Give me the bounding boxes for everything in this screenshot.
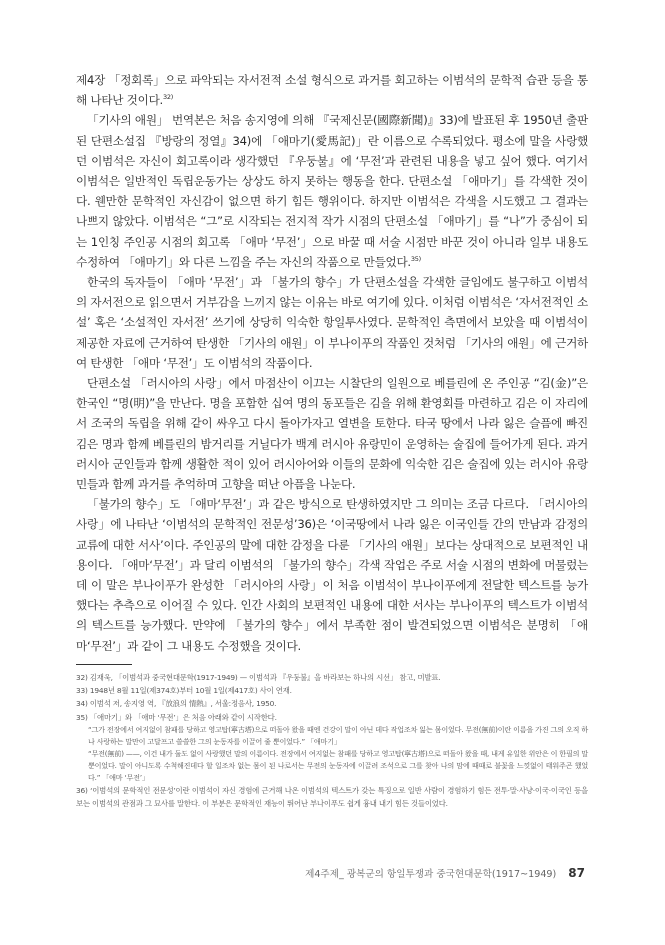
body-paragraph: [76, 110, 588, 272]
paragraph-text: 한국의 독자들이 「애마 ‘무전’」과 「불가의 향수」가 단편소설을 각색한 글임에도 불구하고 이범석의 자서전으로 읽으면서 거부감을 느끼지 않는 이유는 바로 여기에 있다. 이처럼 이범석은 ‘자서전적인 소설’ 혹은 ‘소설적인 자서전’ 쓰기에 상당히 익숙한 항일투사였다. 문학적인 측면에서 보았을 때 이범석이 제공한 자료에 근거하여 탄생한 「기사의 애원」이 부나이푸의 작품인 것처럼 「기사의 애원」에 근거하여 탄생한 「애마 ‘무전’」도 이범석의 작품이다.: [76, 275, 588, 370]
footnote-marker[interactable]: 35): [410, 254, 421, 263]
body-paragraph: [76, 494, 588, 656]
body-paragraph: [76, 373, 588, 494]
footnote-marker[interactable]: 32): [162, 93, 174, 102]
body-text: [76, 70, 588, 656]
page-content: [76, 70, 588, 810]
footnotes: [76, 671, 588, 810]
paragraph-text: 「불가의 향수」도 「애마‘무전’」과 같은 방식으로 탄생하였지만 그 의미는 조금 다르다. 「러시아의 사랑」에 나타난 ‘이범석의 문학적인 전문성’36)은 ‘이국땅에서 나라 잃은 이국인들 간의 만남과 감정의 교류에 대한 서사’이다. 주인공의 말에 대한 감정을 다룬 「기사의 애원」보다는 상대적으로 보편적인 내용이다. 「애마‘무전’」과 달리 이범석의 「불가의 향수」각색 작업은 주로 서술 시점의 변화에 머물렀는데 이 말은 부나이푸가 완성한 「러시아의 사랑」이 처음 이범석이 부나이푸에게 전달한 텍스트를 능가했다는 추측으로 이어질 수 있다. 인간 사회의 보편적인 내용에 대한 서사는 부나이푸의 텍스트가 이범석의 텍스트를 능가했다. 만약에 「불가의 향수」에서 부족한 점이 발견되었으면 이범석은 분명히 「애마‘무전’」과 같이 그 내용도 수정했을 것이다.: [76, 497, 588, 653]
footnote-quote: “그가 전장에서 여지없이 참패를 당하고 영고탑(寧古塔)으로 떠돌아 왔을 때엔 건강이 말이 아닌 데다 작업조차 잃는 몸이었다. 무전(無前)이란 이름을 가진 그의 오직 하나 사랑하는 말만이 고달프고 쓸쓸한 그의 눈동자를 이끌어 줄 뿐이었다.” 「애마기」: [88, 724, 588, 746]
body-paragraph: [76, 70, 588, 110]
body-paragraph: [76, 272, 588, 373]
footnote: 36) ‘이범석의 문학적인 전문성’이란 이범석이 자신 경험에 근거해 나온 이범석의 텍스트가 갖는 특징으로 일반 사람이 경험하기 힘든 전투·말·사냥·이국·이국인 등을 보는 이범석의 관점과 그 묘사를 말한다. 이 부분은 문학적인 재능이 뛰어난 부나이푸도 쉽게 흉내 내기 힘든 것들이었다.: [76, 785, 588, 808]
paragraph-text: 제4장 「정회록」으로 파악되는 자서전적 소설 형식으로 과거를 회고하는 이범석의 문학적 습관 등을 통해 나타난 것이다.: [76, 73, 588, 108]
footnote: 32) 김재욱, 「이범석과 중국현대문학(1917-1949) — 이범석과 『우둥불』을 바라보는 하나의 시선」 참고, 미발표.: [76, 672, 441, 682]
running-title: 제4주제_ 광복군의 항일투쟁과 중국현대문학(1917~1949): [305, 869, 557, 880]
footnote: 35) 「애마기」와 「애마 ‘무전’」은 처음 아래와 같이 시작한다.: [76, 712, 277, 722]
paragraph-text: 단편소설 「러시아의 사랑」에서 마점산이 이끄는 시찰단의 일원으로 베를린에 온 주인공 “김(金)”은 한국인 “명(明)”을 만난다. 명을 포함한 십여 명의 동포들은 김을 위해 환영회를 마련하고 김은 이 자리에서 조국의 독립을 위해 같이 싸우고 다시 돌아가자고 열변을 토한다. 타국 땅에서 나라 잃은 슬픔에 빠진 김은 명과 함께 베를린의 밤거리를 거닐다가 백계 러시아 유랑민이 운영하는 술집에 들어가게 된다. 과거 러시아 군인들과 함께 생활한 적이 있어 러시아어와 이들의 문화에 익숙한 김은 술집에 있는 러시아 유랑민들과 함께 과거를 추억하며 고향을 떠난 아픔을 나눈다.: [76, 376, 588, 492]
footnote: 33) 1948년 8월 11일(제374호)부터 10월 1일(제417호) 사이 연재.: [76, 686, 292, 696]
footnote-rule: [76, 664, 132, 665]
footnote: 34) 이범석 저, 송지영 역, 『放浪의 情熱』, 서울:정음사, 1950.: [76, 699, 277, 709]
footnote-quote: “무전(無前) ——, 이건 내가 둘도 없이 사랑했던 말의 이름이다. 전장에서 여지없는 참패를 당하고 영고탑(寧古塔)으로 떠돌아 왔을 때, 내게 유일한 위안은 이 한필의 말 뿐이었다. 말이 아니도록 수척해진데다 할 일조차 없는 몸이 된 나로서는 무전의 눈동자에 이끌려 조석으로 그를 찾아 나의 맘에 때때로 불꽃을 느낏없이 태워주곤 했었다.” 「애마 ‘무전’」: [88, 748, 588, 782]
page-number: 87: [568, 866, 585, 880]
page-footer: [305, 866, 585, 880]
paragraph-text: 「기사의 애원」 번역본은 처음 송지영에 의해 『국제신문(國際新聞)』33)에 발표된 후 1950년 출판된 단편소설집 『방랑의 정열』34)에 「애마기(愛馬記)」란 이름으로 수록되었다. 평소에 말을 사랑했던 이범석은 자신이 회고록이라 생각했던 『우둥불』에 ‘무전’과 관련된 내용을 넣고 싶어 했다. 여기서 이범석은 일반적인 독립운동가는 상상도 하지 못하는 행동을 한다. 단편소설 「애마기」를 각색한 것이다. 웬만한 문학적인 자신감이 없으면 하기 힘든 행위이다. 하지만 이범석은 각색을 시도했고 그 결과는 나쁘지 않았다. 이범석은 “그”로 시작되는 전지적 작가 시점의 단편소설 「애마기」를 “나”가 중심이 되는 1인칭 주인공 시점의 회고록 「애마 ‘무전’」으로 바꿀 때 서술 시점만 바꾼 것이 아니라 일부 내용도 수정하여 「애마기」와 다른 느낌을 주는 자신의 작품으로 만들었다.: [76, 113, 588, 269]
